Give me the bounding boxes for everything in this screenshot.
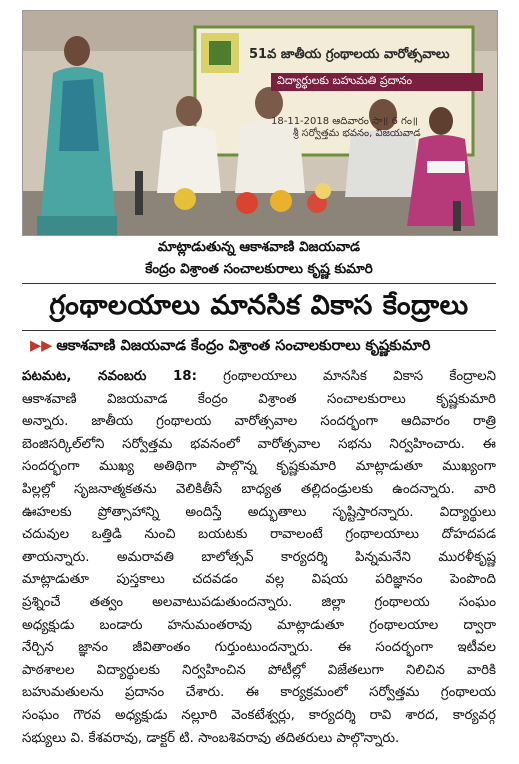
caption-line-2: కేంద్రం విశ్రాంత సంచాలకురాలు కృష్ణ కుమారి (145, 261, 373, 277)
banner-title: 51వ జాతీయ గ్రంథాలయ వారోత్సవాలు (249, 47, 450, 62)
article-line: పిల్లల్లో సృజనాత్మకతను వెలికితీసే బాధ్యత తల్లిదండ్రులకు ఉందన్నారు. వారి (22, 481, 496, 497)
article-line: చదువుల ఒత్తిడి నుంచి బయటకు రావాలంటే గ్రంథాలయాలు దోహదపడ (22, 527, 496, 543)
event-photo (22, 10, 498, 236)
article-line: సభ్యులు వి. కేశవరావు, డాక్టర్ టి. సాంబశివరావు తదితరులు పాల్గొన్నారు. (22, 730, 400, 746)
article-line: ప్రశ్నించే తత్వం అలవాటుపడుతుందన్నారు. జిల్లా గ్రంథాలయ సంఘం (22, 594, 496, 610)
article-line: పాఠశాలల విద్యార్థులకు నిర్వహించిన పోటీల్లో విజేతలుగా నిలిచిన వారికి (22, 662, 496, 678)
headline: గ్రంథాలయాలు మానసిక వికాస కేంద్రాలు (49, 290, 469, 321)
banner-subtitle: విద్యార్థులకు బహుమతి ప్రదానం (271, 73, 483, 91)
article-line: పటమట, నవంబరు 18: గ్రంథాలయాలు మానసిక వికాస కేంద్రాలని (22, 369, 496, 384)
photo-caption (22, 236, 496, 280)
article-line: సందర్భంగా ముఖ్య అతిథిగా పాల్గొన్న కృష్ణకుమారి మాట్లాడుతూ ముఖ్యంగా (22, 459, 496, 475)
divider-rule (22, 283, 496, 284)
banner-venue: శ్రీ సర్వోత్తమ భవనం, విజయవాడ (293, 128, 421, 139)
article-line: అధ్యక్షుడు బండారు హనుమంతరావు మాట్లాడుతూ గ్రంథాలయాల ద్వారా (22, 617, 496, 633)
banner-date: 18-11-2018 ఆదివారం సా॥ 6 గం॥ (271, 116, 418, 127)
dateline: పటమట, నవంబరు 18: (22, 369, 197, 384)
article-line: మాట్లాడుతూ పుస్తకాలు చదవడం వల్ల విషయ పరిజ్ఞానం పెంపొంది (22, 572, 496, 588)
article-line: ఊహలకు ప్రోత్సాహాన్ని అందిస్తే అద్భుతాలు సృష్టిస్తారన్నారు. విద్యార్థులు (22, 504, 496, 520)
caption-line-1: మాట్లాడుతున్న ఆకాశవాణి విజయవాడ (157, 239, 361, 255)
article-line: తాయన్నారు. అమరావతి బాలోత్సవ్ కార్యదర్శి పిన్నమనేని మురళీకృష్ణ (22, 549, 496, 565)
subhead-text: ఆకాశవాణి విజయవాడ కేంద్రం విశ్రాంత సంచాలకురాలు కృష్ణకుమారి (56, 338, 431, 354)
article-line: నేర్చిన జ్ఞానం జీవితాంతం గుర్తుంటుందన్నారు. ఈ సందర్భంగా ఇటీవల (22, 640, 496, 656)
subhead (30, 338, 500, 358)
article-line: ఆకాశవాణి విజయవాడ కేంద్రం విశ్రాంత సంచాలకురాలు కృష్ణకుమారి (22, 391, 496, 407)
divider-rule (22, 330, 496, 331)
double-arrow-icon: ▶▶ (30, 338, 53, 354)
article-line: బెంజిసర్కిల్‌లోని సర్వోత్తమ భవనంలో వారోత్సవాల సభను నిర్వహించారు. ఈ (22, 436, 496, 452)
article-line: బహుమతులను ప్రదానం చేశారు. ఈ కార్యక్రమంలో సర్వోత్తమ గ్రంథాలయ (22, 685, 496, 701)
article-body (22, 366, 496, 750)
article-line: అన్నారు. జాతీయ గ్రంథాలయ వారోత్సవాల సందర్భంగా ఆదివారం రాత్రి (22, 414, 496, 430)
article-line: సంఘం గౌరవ అధ్యక్షుడు నల్లూరి వెంకటేశ్వర్లు, కార్యదర్శి రావి శారద, కార్యవర్గ (22, 707, 496, 723)
